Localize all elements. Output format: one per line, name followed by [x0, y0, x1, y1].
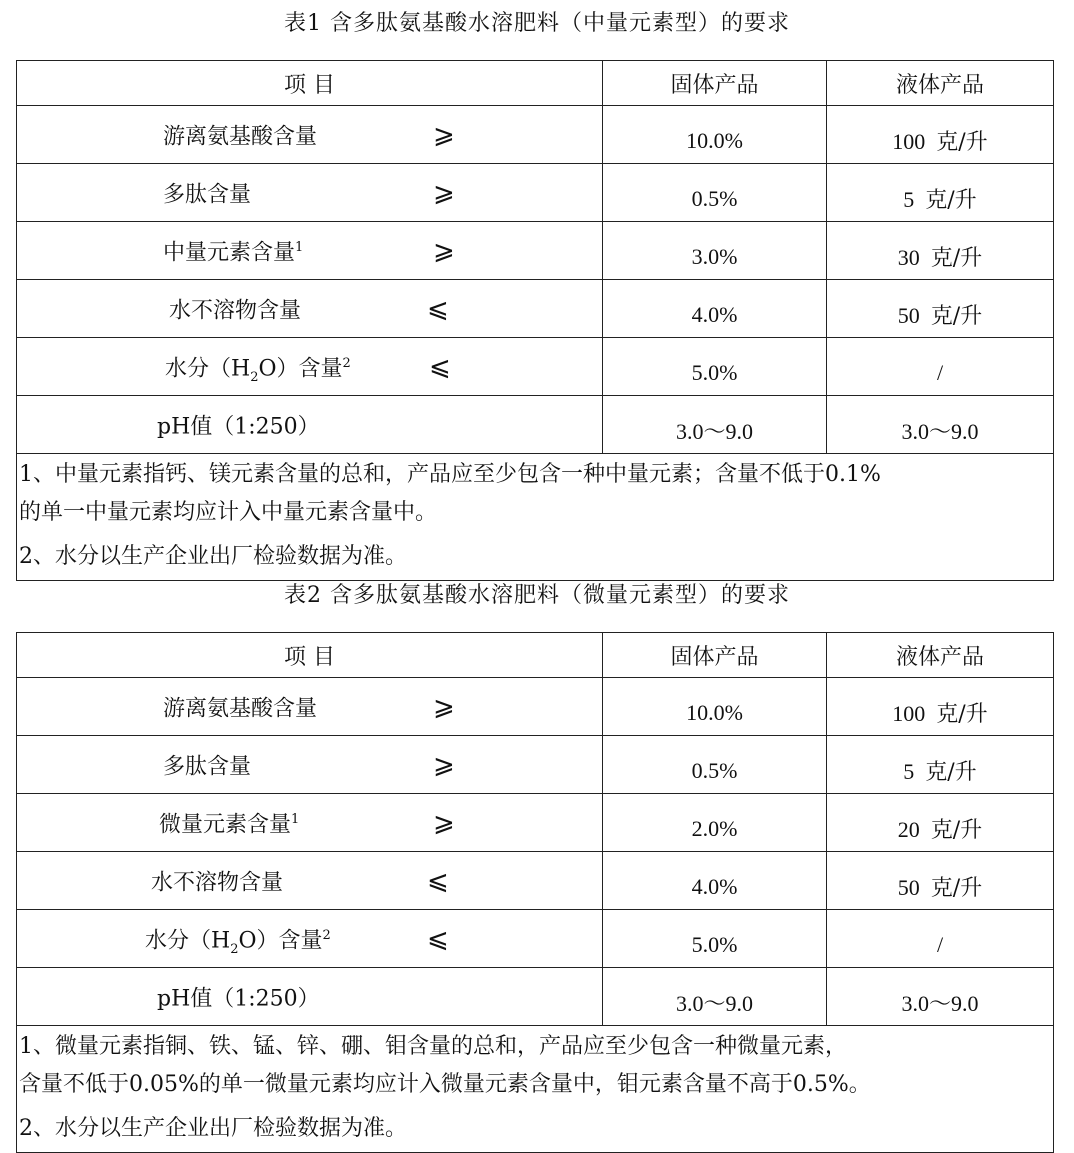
table-row: [17, 396, 1054, 454]
item-label: 微量元素含量$^1$: [159, 811, 300, 837]
solid-value: 3.0%: [603, 222, 827, 280]
liquid-value: 20 克/升: [827, 794, 1054, 852]
liquid-value: 50 克/升: [827, 280, 1054, 338]
table-row: [17, 222, 1054, 280]
footnote-1-line-1: 1、中量元素指钙、镁元素含量的总和，产品应至少包含一种中量元素；含量不低于0.1%: [19, 462, 881, 487]
table1-notes-row: [17, 454, 1054, 581]
footnote-1-line-1: 1、微量元素指铜、铁、锰、锌、硼、钼含量的总和，产品应至少包含一种微量元素，: [19, 1034, 847, 1059]
item-label: pH值（1:250）: [157, 986, 320, 1011]
liquid-value: /: [827, 910, 1054, 968]
comparison-sign: ⩽: [427, 293, 449, 324]
table1-header-row: [17, 61, 1054, 106]
liquid-value: 5 克/升: [827, 164, 1054, 222]
table-row: [17, 794, 1054, 852]
item-cell: [17, 222, 603, 280]
item-label: 游离氨基酸含量: [163, 696, 318, 721]
table-row: [17, 164, 1054, 222]
comparison-sign: ⩾: [433, 749, 455, 780]
comparison-sign: ⩾: [433, 807, 455, 838]
item-label: pH值（1:250）: [157, 414, 320, 439]
solid-value: 2.0%: [603, 794, 827, 852]
footnote-mark: 2: [322, 927, 331, 943]
footnote-mark: 2: [342, 355, 351, 371]
liquid-value: 100 克/升: [827, 678, 1054, 736]
header-item: 项 目: [17, 633, 603, 678]
table-row: [17, 910, 1054, 968]
item-cell: [17, 678, 603, 736]
solid-value: 3.0～9.0: [603, 968, 827, 1026]
table2-notes-row: [17, 1026, 1054, 1153]
footnote-1-line-2: 含量不低于0.05%的单一微量元素均应计入微量元素含量中，钼元素含量不高于0.5%。: [19, 1072, 871, 1097]
solid-value: 5.0%: [603, 910, 827, 968]
item-cell: [17, 338, 603, 396]
solid-value: 4.0%: [603, 852, 827, 910]
item-cell: [17, 794, 603, 852]
liquid-value: 100 克/升: [827, 106, 1054, 164]
item-cell: [17, 396, 603, 454]
table1-caption: 表1 含多肽氨基酸水溶肥料（中量元素型）的要求: [284, 11, 790, 36]
comparison-sign: ⩽: [429, 351, 451, 382]
item-label: 游离氨基酸含量: [163, 124, 318, 149]
table2-caption: 表2 含多肽氨基酸水溶肥料（微量元素型）的要求: [284, 583, 790, 608]
header-liquid: 液体产品: [827, 61, 1054, 106]
footnote-mark: 1: [291, 811, 300, 827]
liquid-value: 5 克/升: [827, 736, 1054, 794]
item-label: 水不溶物含量: [151, 870, 284, 895]
solid-value: 0.5%: [603, 736, 827, 794]
solid-value: 0.5%: [603, 164, 827, 222]
item-label: 水分$(H_2O)$含量$^2$: [145, 927, 331, 957]
table-row: [17, 338, 1054, 396]
item-cell: [17, 852, 603, 910]
table-row: [17, 678, 1054, 736]
item-cell: [17, 968, 603, 1026]
table-row: [17, 106, 1054, 164]
table1: [16, 60, 1054, 581]
liquid-value: 3.0～9.0: [827, 396, 1054, 454]
liquid-value: 30 克/升: [827, 222, 1054, 280]
comparison-sign: ⩾: [433, 691, 455, 722]
table-row: [17, 736, 1054, 794]
item-cell: [17, 164, 603, 222]
solid-value: 4.0%: [603, 280, 827, 338]
item-label: 中量元素含量$^1$: [163, 239, 304, 265]
comparison-sign: ⩾: [433, 177, 455, 208]
comparison-sign: ⩽: [427, 865, 449, 896]
comparison-sign: ⩾: [433, 119, 455, 150]
item-label: 多肽含量: [163, 182, 252, 207]
solid-value: 10.0%: [603, 678, 827, 736]
table-row: [17, 968, 1054, 1026]
item-label: 多肽含量: [163, 754, 252, 779]
table-row: [17, 852, 1054, 910]
footnote-2: 2、水分以生产企业出厂检验数据为准。: [19, 544, 407, 569]
table2-header-row: [17, 633, 1054, 678]
item-cell: [17, 910, 603, 968]
liquid-value: 3.0～9.0: [827, 968, 1054, 1026]
item-cell: [17, 736, 603, 794]
table-row: [17, 280, 1054, 338]
table2: [16, 632, 1054, 1153]
footnote-1-line-2: 的单一中量元素均应计入中量元素含量中。: [19, 500, 438, 525]
liquid-value: 50 克/升: [827, 852, 1054, 910]
header-item: 项 目: [17, 61, 603, 106]
item-label: 水不溶物含量: [169, 298, 302, 323]
footnote-mark: 1: [295, 239, 304, 255]
header-solid: 固体产品: [603, 633, 827, 678]
solid-value: 5.0%: [603, 338, 827, 396]
solid-value: 10.0%: [603, 106, 827, 164]
comparison-sign: ⩽: [427, 923, 449, 954]
header-solid: 固体产品: [603, 61, 827, 106]
solid-value: 3.0～9.0: [603, 396, 827, 454]
item-cell: [17, 106, 603, 164]
header-liquid: 液体产品: [827, 633, 1054, 678]
footnote-2: 2、水分以生产企业出厂检验数据为准。: [19, 1116, 407, 1141]
comparison-sign: ⩾: [433, 235, 455, 266]
footnotes: [17, 1026, 1054, 1153]
item-cell: [17, 280, 603, 338]
footnotes: [17, 454, 1054, 581]
item-label: 水分$(H_2O)$含量$^2$: [165, 355, 351, 385]
liquid-value: /: [827, 338, 1054, 396]
